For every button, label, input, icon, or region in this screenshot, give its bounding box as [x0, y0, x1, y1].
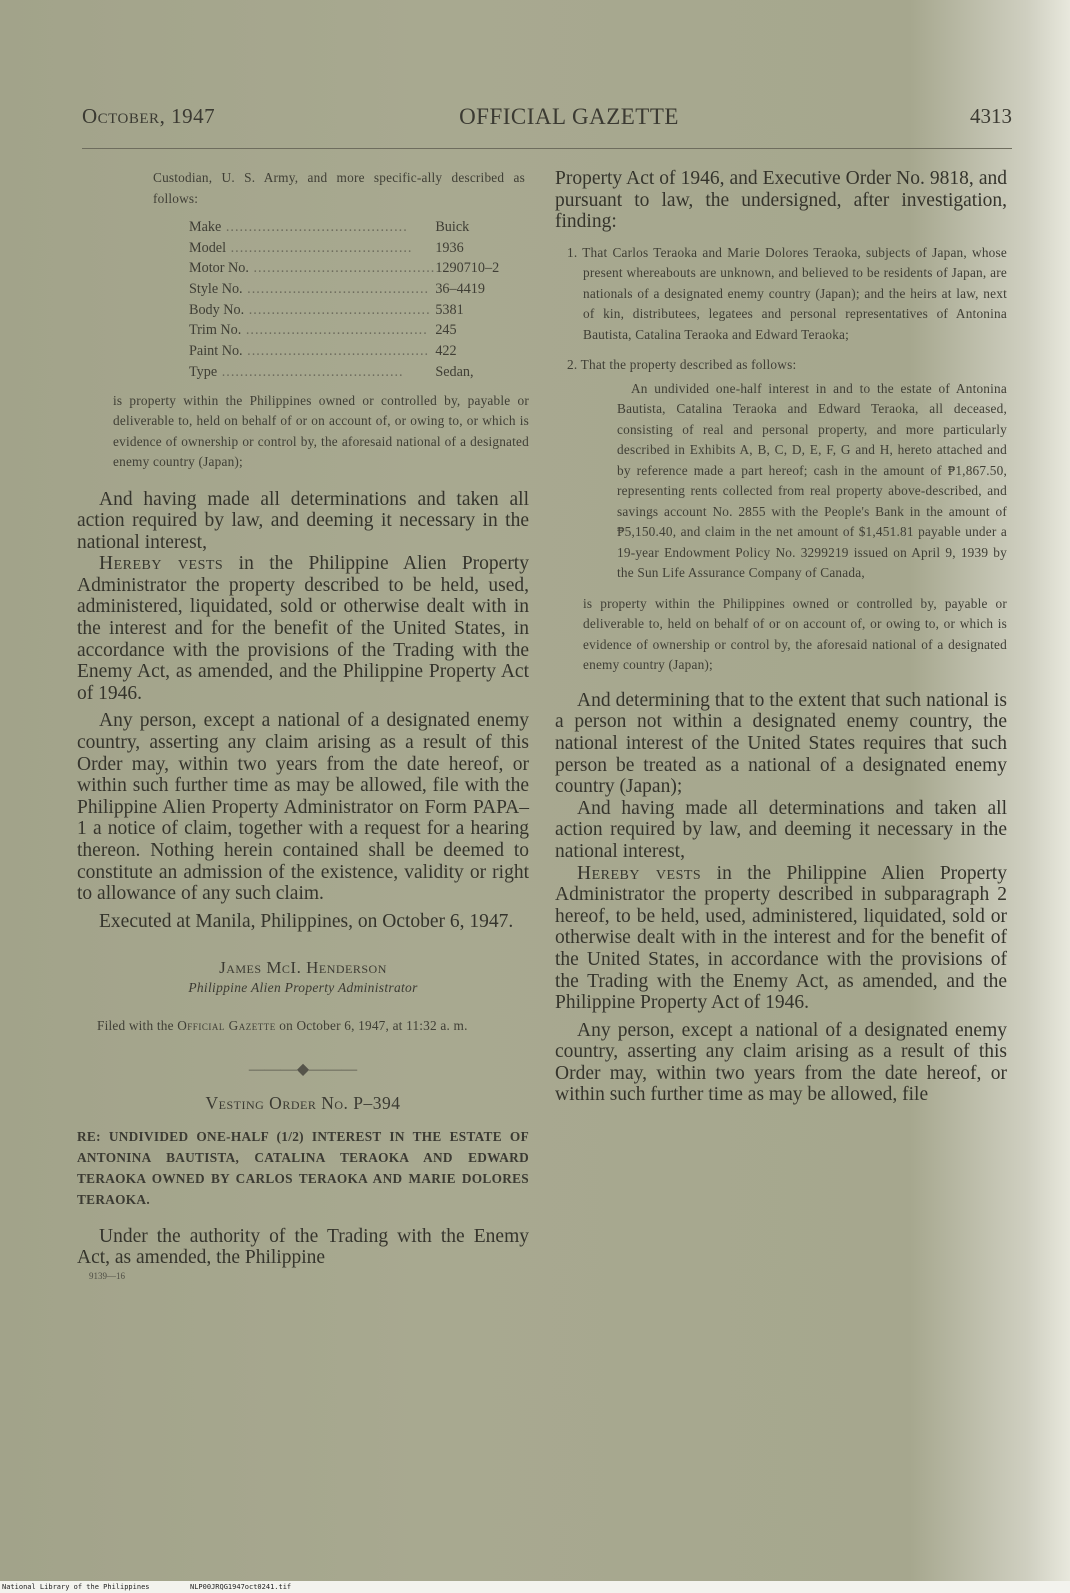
- paragraph-authority-continued: Property Act of 1946, and Executive Order No. 9818, and pursuant to law, the undersigned, after investigation, finding:: [555, 168, 1007, 233]
- leader-dots: ........................................: [217, 363, 404, 380]
- spec-value: Sedan,: [435, 363, 474, 380]
- spec-value: 5381: [435, 301, 464, 318]
- spec-value: 1936: [435, 239, 464, 256]
- spec-label: Trim No.: [189, 322, 242, 339]
- hereby-vests-lead: Hereby vests: [99, 553, 224, 575]
- spec-value: Buick: [435, 218, 470, 235]
- printer-code: 9139—16: [89, 1271, 125, 1282]
- property-description: An undivided one-half interest in and to the estate of Antonina Bautista, Catalina Teraoka and Edward Teraoka, all deceased, consisting of real and personal property, and more particularly described in Exhibits A, B, C, D, E, F, G and H, hereto attached and by reference made a part hereof; cash in the amount of ₱1,867.50, representing rents collected from real property above-described, and savings account No. 2855 with the People's Bank in the amount of ₱5,150.40, and claim in the net amount of $1,451.81 payable under a 19-year Endowment Policy No. 3299219 issued on April 9, 1939 by the Sun Life Assurance Company of Canada,: [617, 380, 1007, 581]
- spec-label: Paint No.: [189, 342, 243, 359]
- spec-row: [189, 320, 499, 341]
- spec-value: 1290710–2: [435, 260, 500, 277]
- paragraph-hereby-vests-right: Hereby vests in the Philippine Alien Property Administrator the property described in subparagraph 2 hereof, to be held, used, administered, liquidated, sold or otherwise dealt with in the interest and for the benefit of the United States, in accordance with the provisions of the Trading with the Enemy Act, as amended, and the Philippine Property Act of 1946.: [555, 862, 1007, 1014]
- header-publication-title: OFFICIAL GAZETTE: [459, 104, 679, 129]
- scan-source: National Library of the Philippines: [2, 1583, 150, 1591]
- paragraph-hereby-vests: Hereby vests in the Philippine Alien Property Administrator the property described to be held, used, administered, liquidated, sold or otherwise dealt with in the interest and for the benefit of the United States, in accordance with the provisions of the Trading with the Enemy Act, as amended, and the Philippine Property Act of 1946.: [77, 553, 529, 704]
- paragraph-executed: Executed at Manila, Philippines, on October 6, 1947.: [99, 910, 514, 932]
- page-header: [82, 104, 1012, 138]
- spec-label: Style No.: [189, 280, 243, 297]
- paragraph-determining: And determining that to the extent that such national is a person not within a designated enemy country, the national interest of the United States requires that such person be treated as a national of a designated enemy country (Japan);: [555, 689, 1007, 798]
- leader-dots: ........................................: [241, 322, 428, 339]
- finding-item-2: 2. That the property described as follows:: [567, 357, 797, 373]
- vehicle-spec-table: [189, 217, 499, 383]
- intro-text: Custodian, U. S. Army, and more specific-ally described as follows:: [153, 170, 525, 206]
- paragraph-authority: Under the authority of the Trading with the Enemy Act, as amended, the Philippine: [77, 1225, 529, 1269]
- spec-label: Model: [189, 239, 227, 256]
- spec-row: [189, 362, 499, 383]
- left-column: [77, 168, 529, 1281]
- scan-footer: [0, 1581, 1070, 1593]
- header-page-number: 4313: [970, 104, 1012, 128]
- paragraph-determinations-right: And having made all determinations and taken all action required by law, and deeming it necessary in the national interest,: [555, 797, 1007, 862]
- leader-dots: ........................................: [221, 218, 408, 235]
- leader-dots: ........................................: [226, 239, 413, 256]
- leader-dots: ........................................: [248, 260, 436, 277]
- order-subject: RE: UNDIVIDED ONE-HALF (1/2) INTEREST IN THE ESTATE OF ANTONINA BAUTISTA, CATALINA TERAOKA AND EDWARD TERAOKA OWNED BY CARLOS TERAOKA AND MARIE DOLORES TERAOKA.: [77, 1128, 529, 1207]
- signatory-name: James McI. Henderson: [219, 958, 387, 978]
- vesting-order-title: Vesting Order No. P–394: [205, 1092, 401, 1113]
- spec-row: [189, 300, 499, 321]
- spec-row: [189, 279, 499, 300]
- property-clause: is property within the Philippines owned or controlled by, payable or deliverable to, held on behalf of or on account of, or owing to, or which is evidence of ownership or control by, the aforesaid national of a designated enemy country (Japan);: [113, 392, 529, 469]
- paragraph-determinations: And having made all determinations and taken all action required by law, and deeming it necessary in the national interest,: [77, 488, 529, 553]
- spec-value: 36–4419: [435, 280, 485, 297]
- spec-row: [189, 258, 499, 279]
- leader-dots: ........................................: [242, 342, 430, 359]
- spec-label: Type: [189, 363, 218, 380]
- spec-row: [189, 217, 499, 238]
- spec-label: Motor No.: [189, 260, 249, 277]
- finding-item-1: 1. That Carlos Teraoka and Marie Dolores Teraoka, subjects of Japan, whose present whereabouts are unknown, and believed to be residents of Japan, are nationals of a designated enemy country (Japan); and the heirs at law, next of kin, distributees, legatees and personal representatives of Antonina Bautista, Catalina Teraoka and Edward Teraoka;: [567, 244, 1007, 342]
- spec-row: [189, 341, 499, 362]
- scan-filename: NLP00JRQG1947oct0241.tif: [190, 1583, 292, 1591]
- leader-dots: ........................................: [244, 301, 431, 318]
- leader-dots: ........................................: [242, 280, 430, 297]
- signatory-title: Philippine Alien Property Administrator: [188, 980, 418, 996]
- property-clause-right: is property within the Philippines owned or controlled by, payable or deliverable to, held on behalf of or on account of, or owing to, or which is evidence of ownership or control by, the aforesaid national of a designated enemy country (Japan);: [583, 595, 1007, 673]
- hereby-vests-lead-right: Hereby vests: [577, 862, 702, 884]
- spec-value: 422: [435, 342, 457, 359]
- header-rule: [82, 148, 1012, 149]
- section-divider-ornament: ———◆———: [248, 1060, 358, 1078]
- right-column: [555, 168, 1007, 1106]
- paragraph-claims-right: Any person, except a national of a designated enemy country, asserting any claim arising as a result of this Order may, within two years from the date hereof, or within such further time as may be allowed, file: [555, 1019, 1007, 1106]
- paragraph-claims: Any person, except a national of a designated enemy country, asserting any claim arising as a result of this Order may, within two years from the date hereof, or within such further time as may be allowed, file with the Philippine Alien Property Administrator on Form PAPA–1 a notice of claim, together with a request for a hearing thereon. Nothing herein contained shall be deemed to constitute an admission of the existence, validity or right to allowance of any such claim.: [77, 710, 529, 905]
- header-date: October, 1947: [82, 104, 216, 128]
- spec-row: [189, 238, 499, 259]
- filing-note: Filed with the Official Gazette on October 6, 1947, at 11:32 a. m.: [97, 1018, 468, 1034]
- spec-label: Body No.: [189, 301, 245, 318]
- spec-value: 245: [435, 322, 457, 339]
- spec-label: Make: [189, 218, 222, 235]
